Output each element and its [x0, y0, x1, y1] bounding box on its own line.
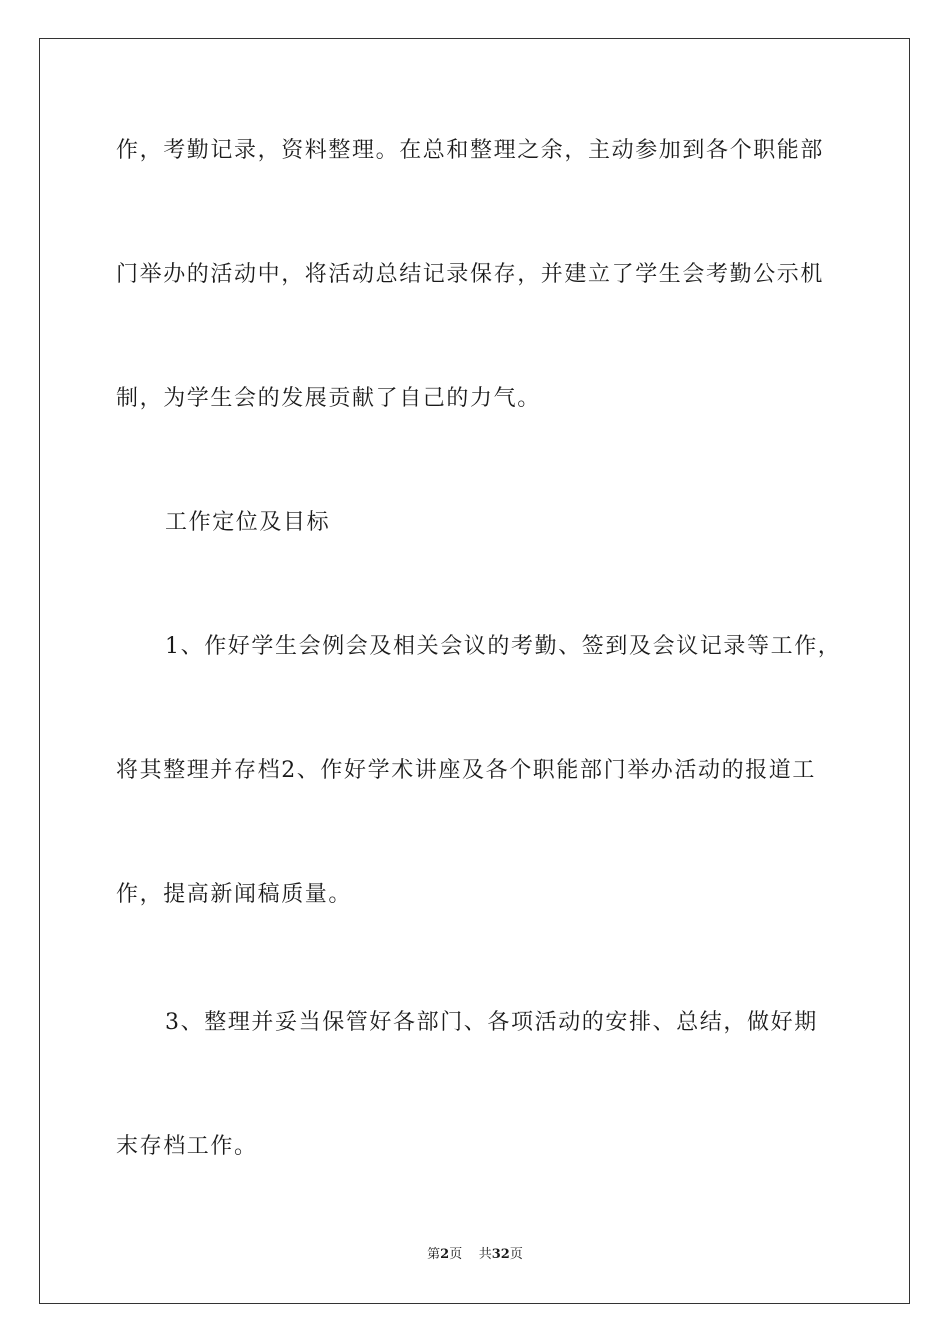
body-text-line-7: 作，提高新闻稿质量。	[116, 882, 353, 907]
total-pages: 32	[491, 1247, 510, 1262]
body-text-line-3: 制，为学生会的发展贡献了自己的力气。	[116, 386, 541, 411]
page-number-prefix: 第	[427, 1247, 441, 1262]
body-text-line-5: 1、作好学生会例会及相关会议的考勤、签到及会议记录等工作，	[165, 634, 842, 659]
page-footer	[0, 1246, 950, 1264]
page-border	[39, 38, 910, 1304]
page-number: 2	[440, 1247, 450, 1262]
body-text-line-2: 门举办的活动中，将活动总结记录保存，并建立了学生会考勤公示机	[116, 262, 825, 287]
body-text-line-1: 作，考勤记录，资料整理。在总和整理之余，主动参加到各个职能部	[116, 138, 825, 163]
body-text-line-8: 3、整理并妥当保管好各部门、各项活动的安排、总结，做好期	[165, 1010, 818, 1035]
total-pages-suffix: 页	[509, 1247, 523, 1262]
body-text-line-6: 将其整理并存档2、作好学术讲座及各个职能部门举办活动的报道工	[116, 758, 816, 783]
page-number-suffix: 页	[449, 1247, 463, 1262]
total-pages-prefix: 共	[478, 1247, 492, 1262]
body-text-line-9: 末存档工作。	[116, 1134, 258, 1159]
section-heading: 工作定位及目标	[165, 510, 331, 535]
